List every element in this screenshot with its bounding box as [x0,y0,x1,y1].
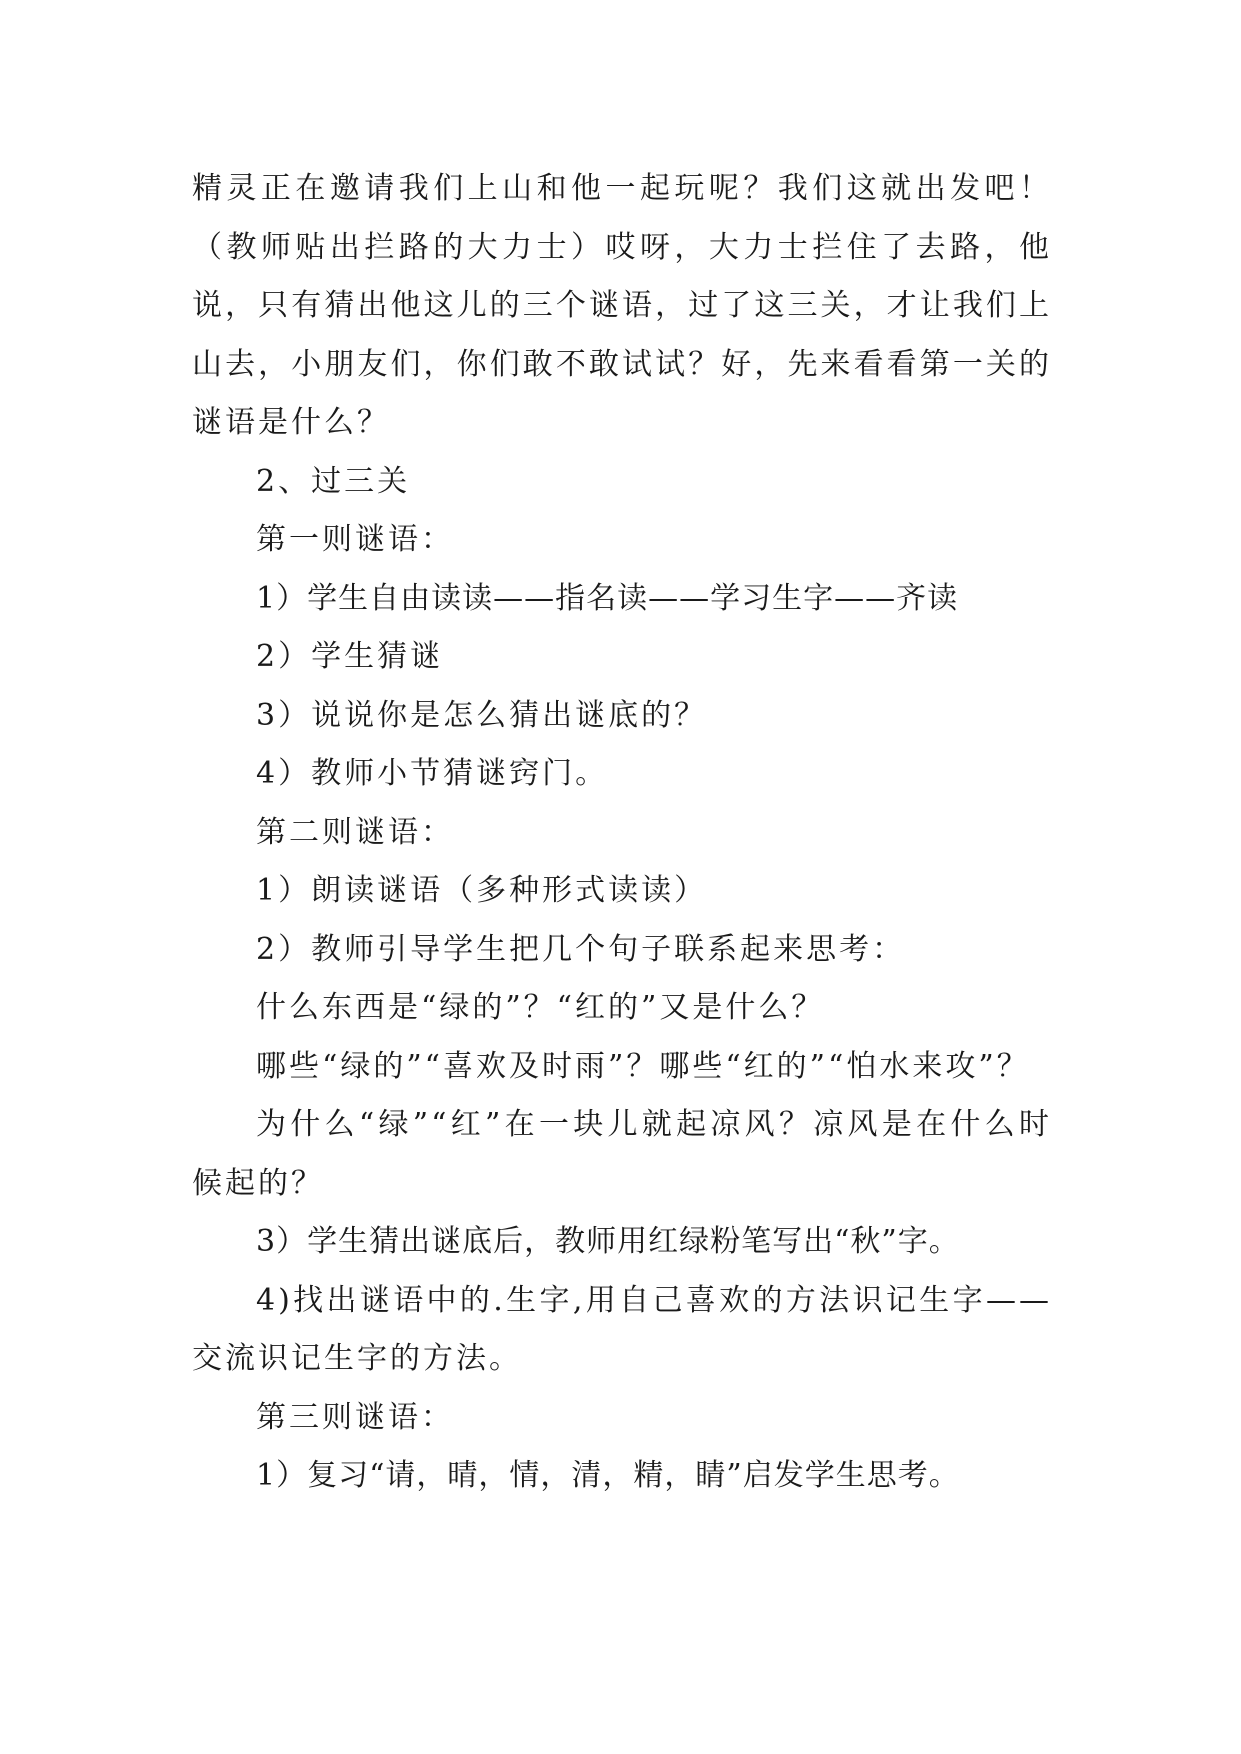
list-item: 4)找出谜语中的.生字,用自己喜欢的方法识记生字——交流识记生字的方法。 [192,1282,1052,1376]
document-body [192,160,1052,1506]
heading-riddle-two: 第二则谜语： [256,814,454,850]
question-line: 为什么“绿”“红”在一块儿就起凉风？凉风是在什么时候起的？ [192,1107,1052,1201]
list-item: 1）学生自由读读——指名读——学习生字——齐读 [256,580,959,616]
list-item: 2）教师引导学生把几个句子联系起来思考： [256,931,906,967]
list-item: 1）朗读谜语（多种形式读读） [256,873,708,908]
list-item: 2）学生猜谜 [256,639,444,674]
list-item: 3）说说你是怎么猜出谜底的？ [256,697,708,733]
list-item: 4）教师小节猜谜窍门。 [256,756,609,791]
paragraph-intro: 精灵正在邀请我们上山和他一起玩呢？我们这就出发吧！（教师贴出拦路的大力士）哎呀，大力士拦住了去路，他说，只有猜出他这儿的三个谜语，过了这三关，才让我们上山去，小朋友们，你们敢不敢试试？好，先来看看第一关的谜语是什么？ [192,171,1052,440]
heading-riddle-three: 第三则谜语： [256,1399,454,1435]
heading-pass-three-levels: 2、过三关 [256,463,411,499]
heading-riddle-one: 第一则谜语： [256,522,454,557]
list-item: 3）学生猜出谜底后，教师用红绿粉笔写出“秋”字。 [256,1224,960,1259]
list-item: 1）复习“请，晴，情，清，精，睛”启发学生思考。 [256,1458,960,1493]
question-line: 什么东西是“绿的”？“红的”又是什么？ [256,990,825,1025]
question-line: 哪些“绿的”“喜欢及时雨”？哪些“红的”“怕水来攻”？ [256,1048,1030,1084]
